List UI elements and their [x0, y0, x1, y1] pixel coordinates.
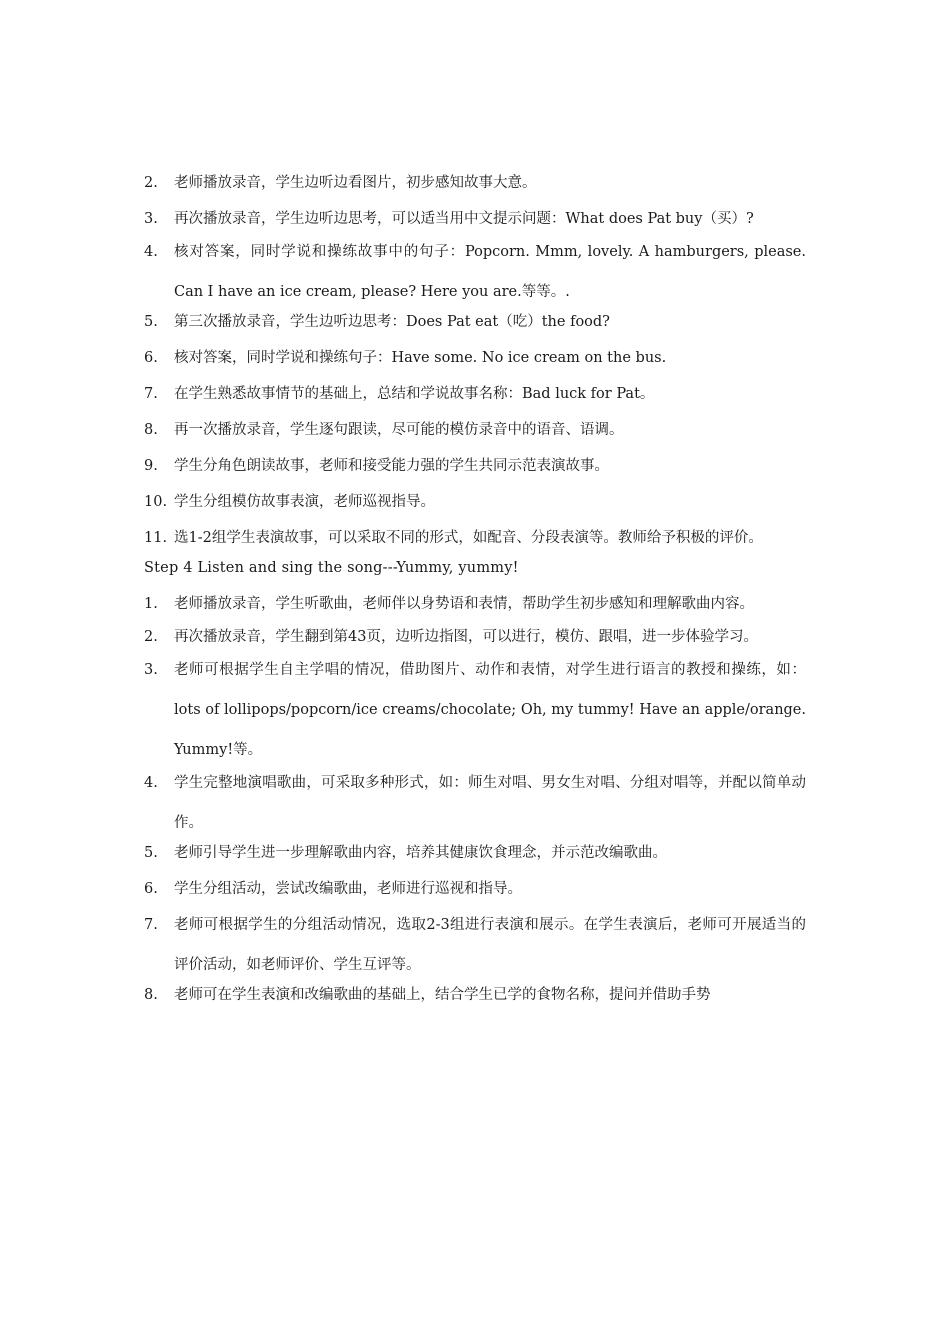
item-text: 老师播放录音，学生边听边看图片，初步感知故事大意。 — [174, 175, 537, 191]
item-text: 学生分角色朗读故事，老师和接受能力强的学生共同示范表演故事。 — [174, 458, 609, 474]
step-heading: Step 4 Listen and sing the song---Yummy, yummy! — [144, 560, 519, 576]
list-item — [144, 170, 806, 196]
item-number: 10. — [144, 494, 168, 510]
list-item — [144, 417, 806, 443]
item-text: 学生分组模仿故事表演，老师巡视指导。 — [174, 494, 435, 510]
document-body — [144, 170, 806, 1018]
item-number: 8. — [144, 987, 158, 1003]
item-number: 2. — [144, 175, 158, 191]
item-text: 学生分组活动，尝试改编歌曲，老师进行巡视和指导。 — [174, 881, 522, 897]
item-number: 4. — [144, 244, 158, 260]
list-item — [144, 309, 806, 335]
list-item — [144, 763, 806, 843]
list-item — [144, 345, 806, 371]
list-item — [144, 489, 806, 515]
item-text: 学生完整地演唱歌曲，可采取多种形式，如：师生对唱、男女生对唱、分组对唱等，并配以简单动作。 — [174, 775, 806, 831]
list-item — [144, 840, 806, 866]
item-number: 6. — [144, 350, 158, 366]
item-text: 老师可根据学生的分组活动情况，选取2-3组进行表演和展示。在学生表演后，老师可开展适当的评价活动，如老师评价、学生互评等。 — [174, 917, 806, 973]
item-text: 再一次播放录音，学生逐句跟读，尽可能的模仿录音中的语音、语调。 — [174, 422, 624, 438]
list-item — [144, 232, 806, 312]
item-text: 老师引导学生进一步理解歌曲内容，培养其健康饮食理念，并示范改编歌曲。 — [174, 845, 667, 861]
item-number: 9. — [144, 458, 158, 474]
item-text: 在学生熟悉故事情节的基础上，总结和学说故事名称：Bad luck for Pat。 — [174, 386, 655, 402]
list-item — [144, 876, 806, 902]
item-number: 6. — [144, 881, 158, 897]
item-number: 7. — [144, 917, 158, 933]
list-item — [144, 650, 806, 770]
item-number: 5. — [144, 845, 158, 861]
item-number: 11. — [144, 530, 168, 546]
item-text: 老师播放录音，学生听歌曲，老师伴以身势语和表情，帮助学生初步感知和理解歌曲内容。 — [174, 596, 754, 612]
item-text: 老师可在学生表演和改编歌曲的基础上，结合学生已学的食物名称，提问并借助手势 — [174, 987, 711, 1003]
list-item — [144, 905, 806, 985]
item-text: 老师可根据学生自主学唱的情况，借助图片、动作和表情，对学生进行语言的教授和操练，如：lots of lollipops/popcorn/ice creams/chocolate; Oh, my tummy! Have an apple/orange. Yummy!等。 — [174, 662, 806, 758]
item-number: 7. — [144, 386, 158, 402]
item-number: 3. — [144, 211, 158, 227]
item-number: 5. — [144, 314, 158, 330]
item-number: 1. — [144, 596, 158, 612]
list-item — [144, 453, 806, 479]
item-number: 4. — [144, 775, 158, 791]
list-item — [144, 982, 806, 1008]
item-number: 8. — [144, 422, 158, 438]
list-item — [144, 381, 806, 407]
item-text: 再次播放录音，学生边听边思考，可以适当用中文提示问题：What does Pat buy（买）? — [174, 211, 754, 227]
item-text: 核对答案，同时学说和操练故事中的句子：Popcorn. Mmm, lovely. A hamburgers, please. Can I have an ice cream, please? Here you are.等等。. — [174, 244, 806, 300]
item-text: 选1-2组学生表演故事，可以采取不同的形式，如配音、分段表演等。教师给予积极的评价。 — [174, 530, 763, 546]
item-number: 2. — [144, 629, 158, 645]
item-text: 第三次播放录音，学生边听边思考：Does Pat eat（吃）the food? — [174, 314, 610, 330]
item-text: 再次播放录音，学生翻到第43页，边听边指图，可以进行，模仿、跟唱，进一步体验学习。 — [174, 629, 758, 645]
item-number: 3. — [144, 662, 158, 678]
list-item — [144, 518, 806, 558]
item-text: 核对答案，同时学说和操练句子：Have some. No ice cream on the bus. — [174, 350, 667, 366]
